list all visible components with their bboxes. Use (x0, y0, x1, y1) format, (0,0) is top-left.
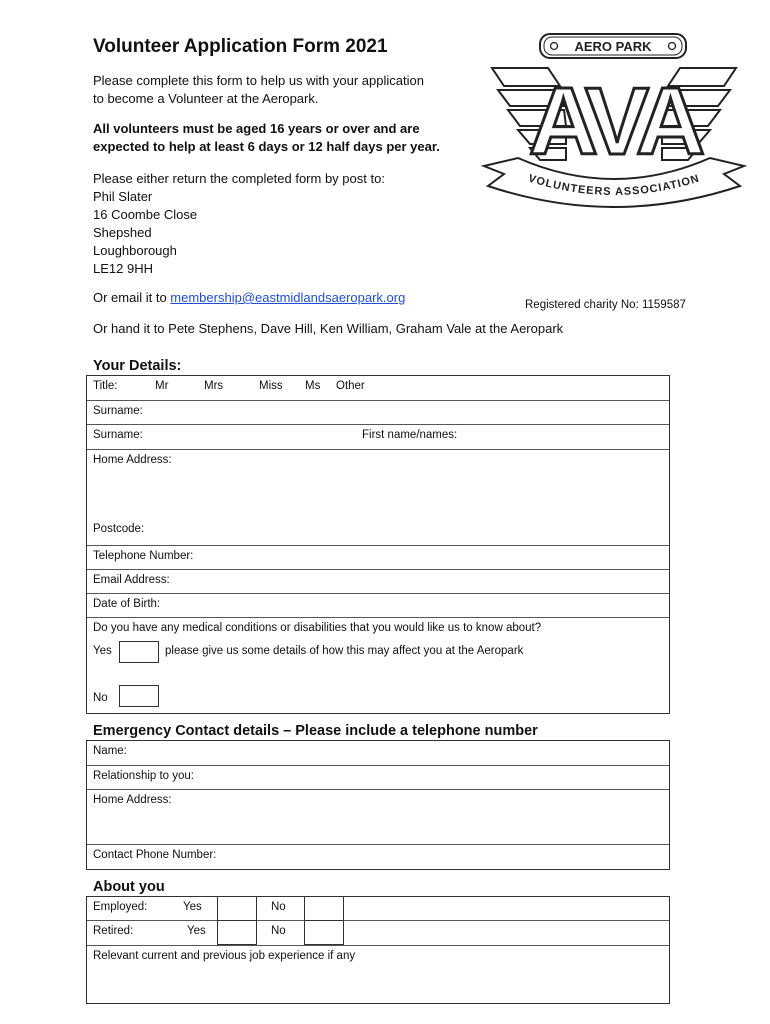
retired-yes-box[interactable] (217, 920, 257, 945)
email-row[interactable] (87, 570, 669, 594)
form-title: Volunteer Application Form 2021 (93, 36, 388, 57)
title-option-ms[interactable]: Ms (305, 380, 321, 392)
dob-label: Date of Birth: (93, 598, 161, 610)
employed-no-box[interactable] (304, 896, 344, 921)
address-line: 16 Coombe Close (93, 207, 198, 222)
email-link[interactable]: membership@eastmidlandsaeropark.org (170, 290, 406, 305)
employed-yes-box[interactable] (217, 896, 257, 921)
about-heading: About you (93, 879, 165, 895)
intro-line: Please complete this form to help us with your application (93, 73, 424, 88)
dob-row[interactable] (87, 594, 669, 618)
ava-logo (478, 28, 750, 208)
logo-banner-text: VOLUNTEERS ASSOCIATION (526, 172, 702, 199)
intro-line: to become a Volunteer at the Aeropark. (93, 91, 319, 106)
postal-section (93, 170, 385, 278)
your-details-table (86, 375, 670, 714)
email-line (93, 289, 405, 307)
medical-row (87, 618, 669, 713)
surname-label: Surname: (93, 405, 143, 417)
retired-no-box[interactable] (304, 920, 344, 945)
address-line: Phil Slater (93, 189, 153, 204)
about-table (86, 896, 670, 1004)
requirements-line: All volunteers must be aged 16 years or over and are (93, 121, 420, 136)
requirements-line: expected to help at least 6 days or 12 half days per year. (93, 139, 440, 154)
surname-firstname-row[interactable] (87, 425, 669, 450)
employed-yes-label: Yes (183, 901, 202, 913)
employed-no-label: No (271, 901, 286, 913)
postcode-label: Postcode: (93, 523, 145, 535)
employed-row (87, 897, 669, 921)
contact-phone-label: Contact Phone Number: (93, 849, 217, 861)
medical-yes-detail: please give us some details of how this may affect you at the Aeropark (165, 645, 524, 657)
emergency-heading: Emergency Contact details – Please include a telephone number (93, 723, 538, 739)
medical-no-label: No (93, 692, 108, 704)
emergency-address-row[interactable] (87, 790, 669, 845)
telephone-row[interactable] (87, 546, 669, 570)
surname-label: Surname: (93, 429, 143, 441)
return-text: Please either return the completed form by post to: (93, 171, 385, 186)
medical-yes-checkbox[interactable] (119, 641, 159, 663)
ava-logo-graphic (478, 28, 750, 208)
your-details-heading: Your Details: (93, 358, 182, 374)
home-address-row[interactable] (87, 450, 669, 546)
emergency-table (86, 740, 670, 870)
hand-in-text: Or hand it to Pete Stephens, Dave Hill, Ken William, Graham Vale at the Aeropark (93, 321, 564, 336)
telephone-label: Telephone Number: (93, 550, 194, 562)
retired-row (87, 921, 669, 946)
relationship-label: Relationship to you: (93, 770, 195, 782)
title-label: Title: (93, 380, 118, 392)
first-name-label: First name/names: (362, 429, 458, 441)
requirements-text (93, 120, 440, 156)
experience-label: Relevant current and previous job experience if any (93, 950, 356, 962)
charity-number: Registered charity No: 1159587 (525, 299, 686, 311)
retired-no-label: No (271, 925, 286, 937)
retired-yes-label: Yes (187, 925, 206, 937)
home-address-label: Home Address: (93, 454, 172, 466)
title-row (87, 376, 669, 401)
title-option-miss[interactable]: Miss (259, 380, 283, 392)
logo-top-text: AERO PARK (574, 39, 652, 54)
intro-text (93, 72, 424, 108)
address-line: Loughborough (93, 243, 177, 258)
logo-letters: AVA (528, 68, 700, 175)
email-prefix: Or email it to (93, 290, 171, 305)
address-line: LE12 9HH (93, 261, 153, 276)
title-option-mr[interactable]: Mr (155, 380, 169, 392)
medical-question: Do you have any medical conditions or disabilities that you would like us to know about? (93, 622, 542, 634)
title-option-other[interactable]: Other (336, 380, 365, 392)
employed-label: Employed: (93, 901, 148, 913)
emergency-address-label: Home Address: (93, 794, 172, 806)
contact-phone-row[interactable] (87, 845, 669, 869)
medical-yes-label: Yes (93, 645, 112, 657)
retired-label: Retired: (93, 925, 134, 937)
title-option-mrs[interactable]: Mrs (204, 380, 224, 392)
experience-row[interactable] (87, 946, 669, 1003)
emergency-name-label: Name: (93, 745, 127, 757)
surname-row[interactable] (87, 401, 669, 425)
emergency-name-row[interactable] (87, 741, 669, 766)
medical-no-checkbox[interactable] (119, 685, 159, 707)
email-label: Email Address: (93, 574, 170, 586)
relationship-row[interactable] (87, 766, 669, 790)
address-line: Shepshed (93, 225, 152, 240)
